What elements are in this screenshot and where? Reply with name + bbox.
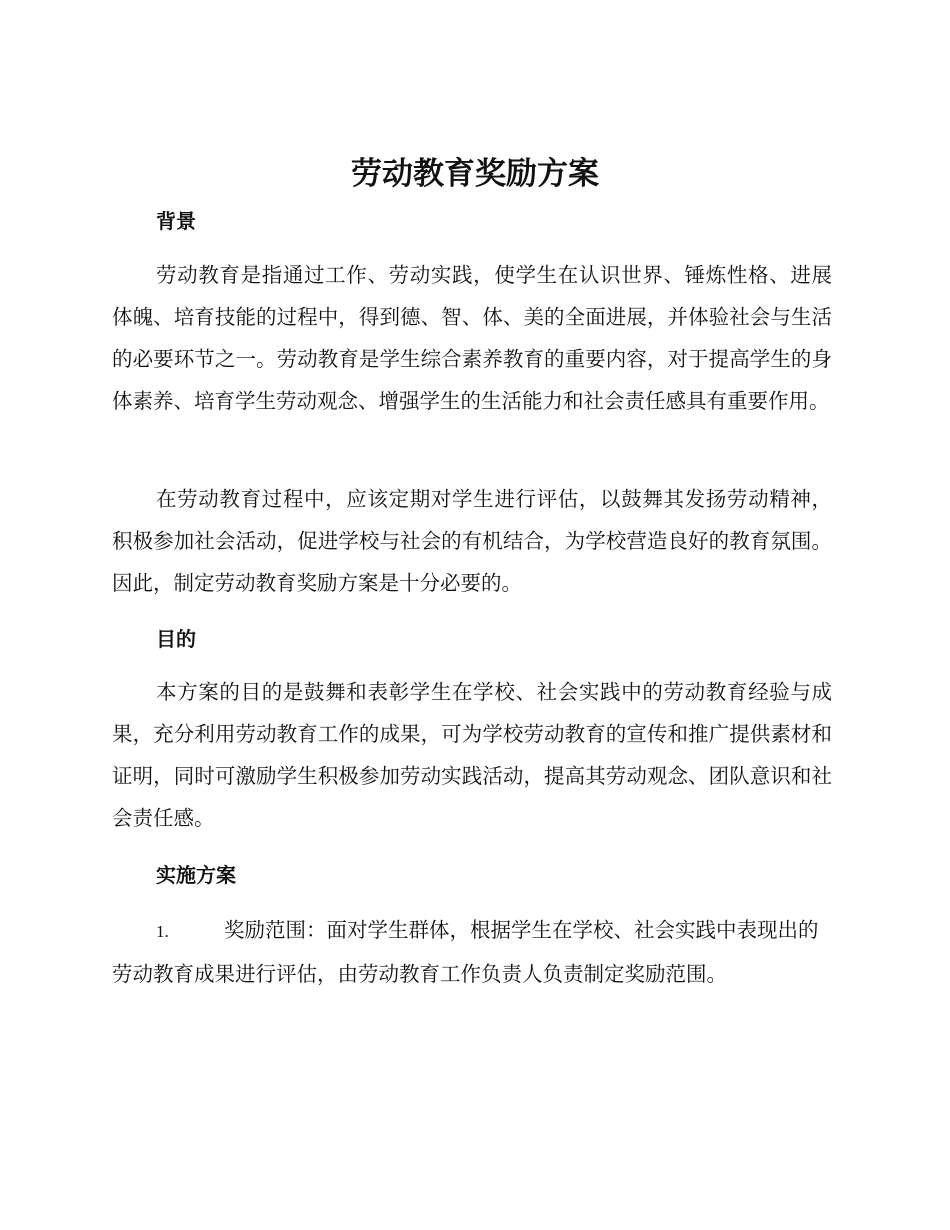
list-item	[112, 909, 832, 995]
section-heading-implementation: 实施方案	[156, 863, 236, 887]
section-heading-background: 背景	[156, 209, 196, 233]
list-item-text: 奖励范围：面对学生群体，根据学生在学校、社会实践中表现出的劳动教育成果进行评估，由劳动教育工作负责人负责制定奖励范围。	[112, 918, 819, 986]
list-item-number: 1.	[156, 922, 169, 941]
document-title: 劳动教育奖励方案	[351, 156, 599, 192]
background-paragraph-1: 劳动教育是指通过工作、劳动实践，使学生在认识世界、锤炼性格、进展体魄、培育技能的过程中，得到德、智、体、美的全面进展，并体验社会与生活的必要环节之一。劳动教育是学生综合素养教育的重要内容，对于提高学生的身体素养、培育学生劳动观念、增强学生的生活能力和社会责任感具有重要作用。	[112, 263, 832, 413]
purpose-paragraph-1: 本方案的目的是鼓舞和表彰学生在学校、社会实践中的劳动教育经验与成果，充分利用劳动教育工作的成果，可为学校劳动教育的宣传和推广提供素材和证明，同时可激励学生积极参加劳动实践活动，提高其劳动观念、团队意识和社会责任感。	[112, 680, 832, 830]
background-paragraph-2: 在劳动教育过程中，应该定期对学生进行评估，以鼓舞其发扬劳动精神，积极参加社会活动，促进学校与社会的有机结合，为学校营造良好的教育氛围。因此，制定劳动教育奖励方案是十分必要的。	[112, 487, 832, 595]
section-heading-purpose: 目的	[156, 627, 196, 651]
